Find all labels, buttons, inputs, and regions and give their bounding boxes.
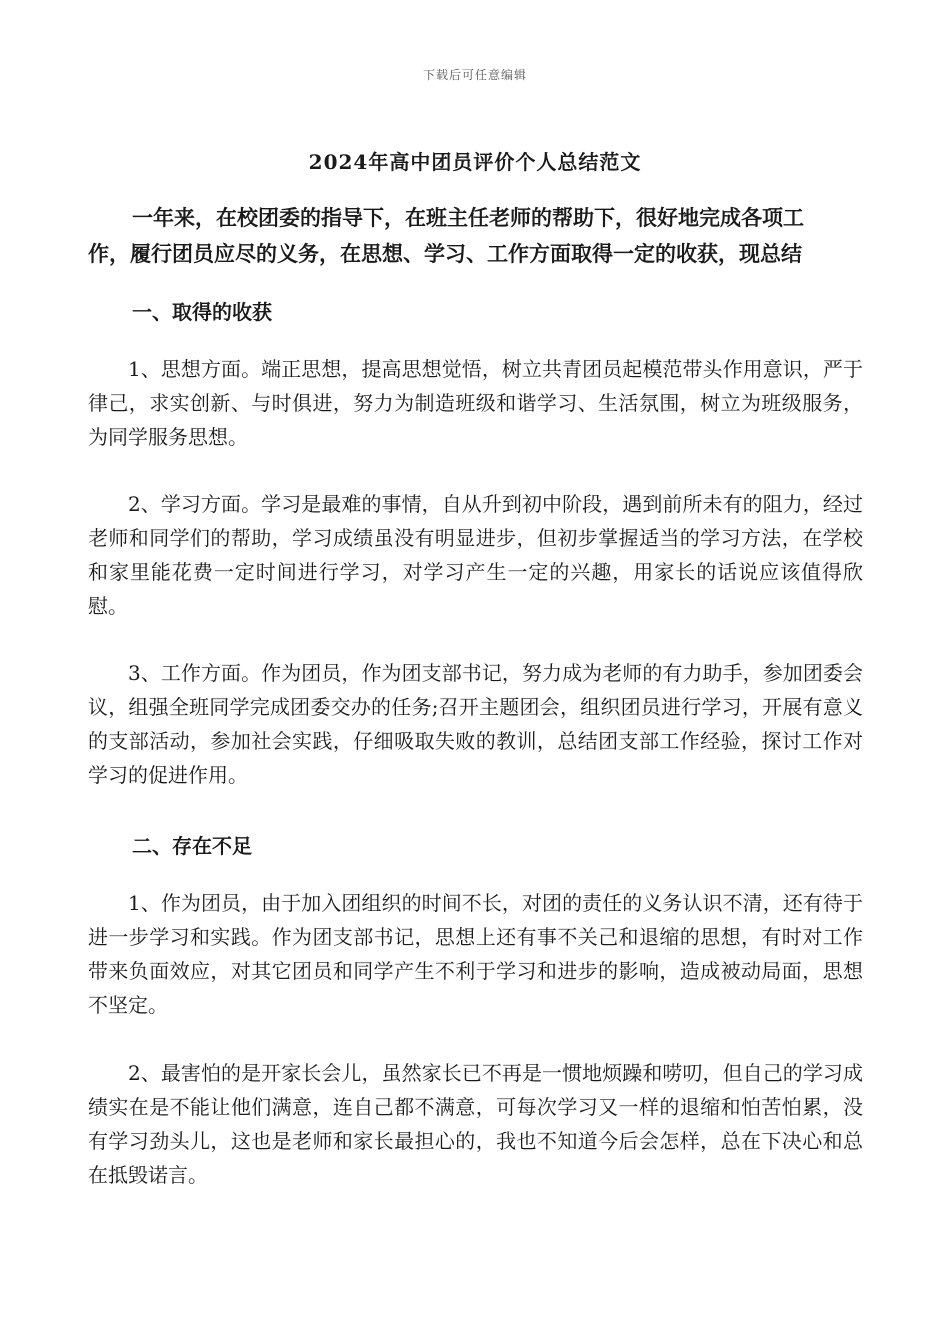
paragraph-thought: 1、思想方面。端正思想，提高思想觉悟，树立共青团员起模范带头作用意识，严于律己，求实创新、与时俱进，努力为制造班级和谐学习、生活氛围，树立为班级服务，为同学服务思想。 (88, 357, 863, 449)
header-note: 下载后可任意编辑 (422, 68, 527, 82)
paragraph-study: 2、学习方面。学习是最难的事情，自从升到初中阶段，遇到前所未有的阻力，经过老师和同学们的帮助，学习成绩虽没有明显进步，但初步掌握适当的学习方法，在学校和家里能花费一定时间进行学习，对学习产生一定的兴趣，用家长的话说应该值得欣慰。 (88, 492, 863, 618)
paragraph-shortcoming-2: 2、最害怕的是开家长会儿，虽然家长已不再是一惯地烦躁和唠叨，但自己的学习成绩实在是不能让他们满意，连自己都不满意，可每次学习又一样的退缩和怕苦怕累，没有学习劲头儿，这也是老师和家长最担心的，我也不知道今后会怎样，总在下决心和总在抵毁诺言。 (88, 1061, 863, 1187)
intro-line-2: 作，履行团员应尽的义务，在思想、学习、工作方面取得一定的收获，现总结 (88, 241, 802, 266)
section-heading-gains: 一、取得的收获 (132, 300, 272, 324)
paragraph-shortcoming-1: 1、作为团员，由于加入团组织的时间不长，对团的责任的义务认识不清，还有待于进一步学习和实践。作为团支部书记，思想上还有事不关己和退缩的思想，有时对工作带来负面效应，对其它团员和同学产生不利于学习和进步的影响，造成被动局面，思想不坚定。 (88, 891, 863, 1017)
section-heading-shortcomings: 二、存在不足 (132, 834, 252, 858)
intro-paragraph (88, 200, 863, 272)
intro-line-1: 一年来，在校团委的指导下，在班主任老师的帮助下，很好地完成各项工 (132, 205, 804, 230)
paragraph-work: 3、工作方面。作为团员，作为团支部书记，努力成为老师的有力助手，参加团委会议，组强全班同学完成团委交办的任务;召开主题团会，组织团员进行学习，开展有意义的支部活动，参加社会实践，仔细吸取失败的教训，总结团支部工作经验，探讨工作对学习的促进作用。 (88, 661, 863, 787)
document-title: 2024年高中团员评价个人总结范文 (308, 150, 642, 174)
